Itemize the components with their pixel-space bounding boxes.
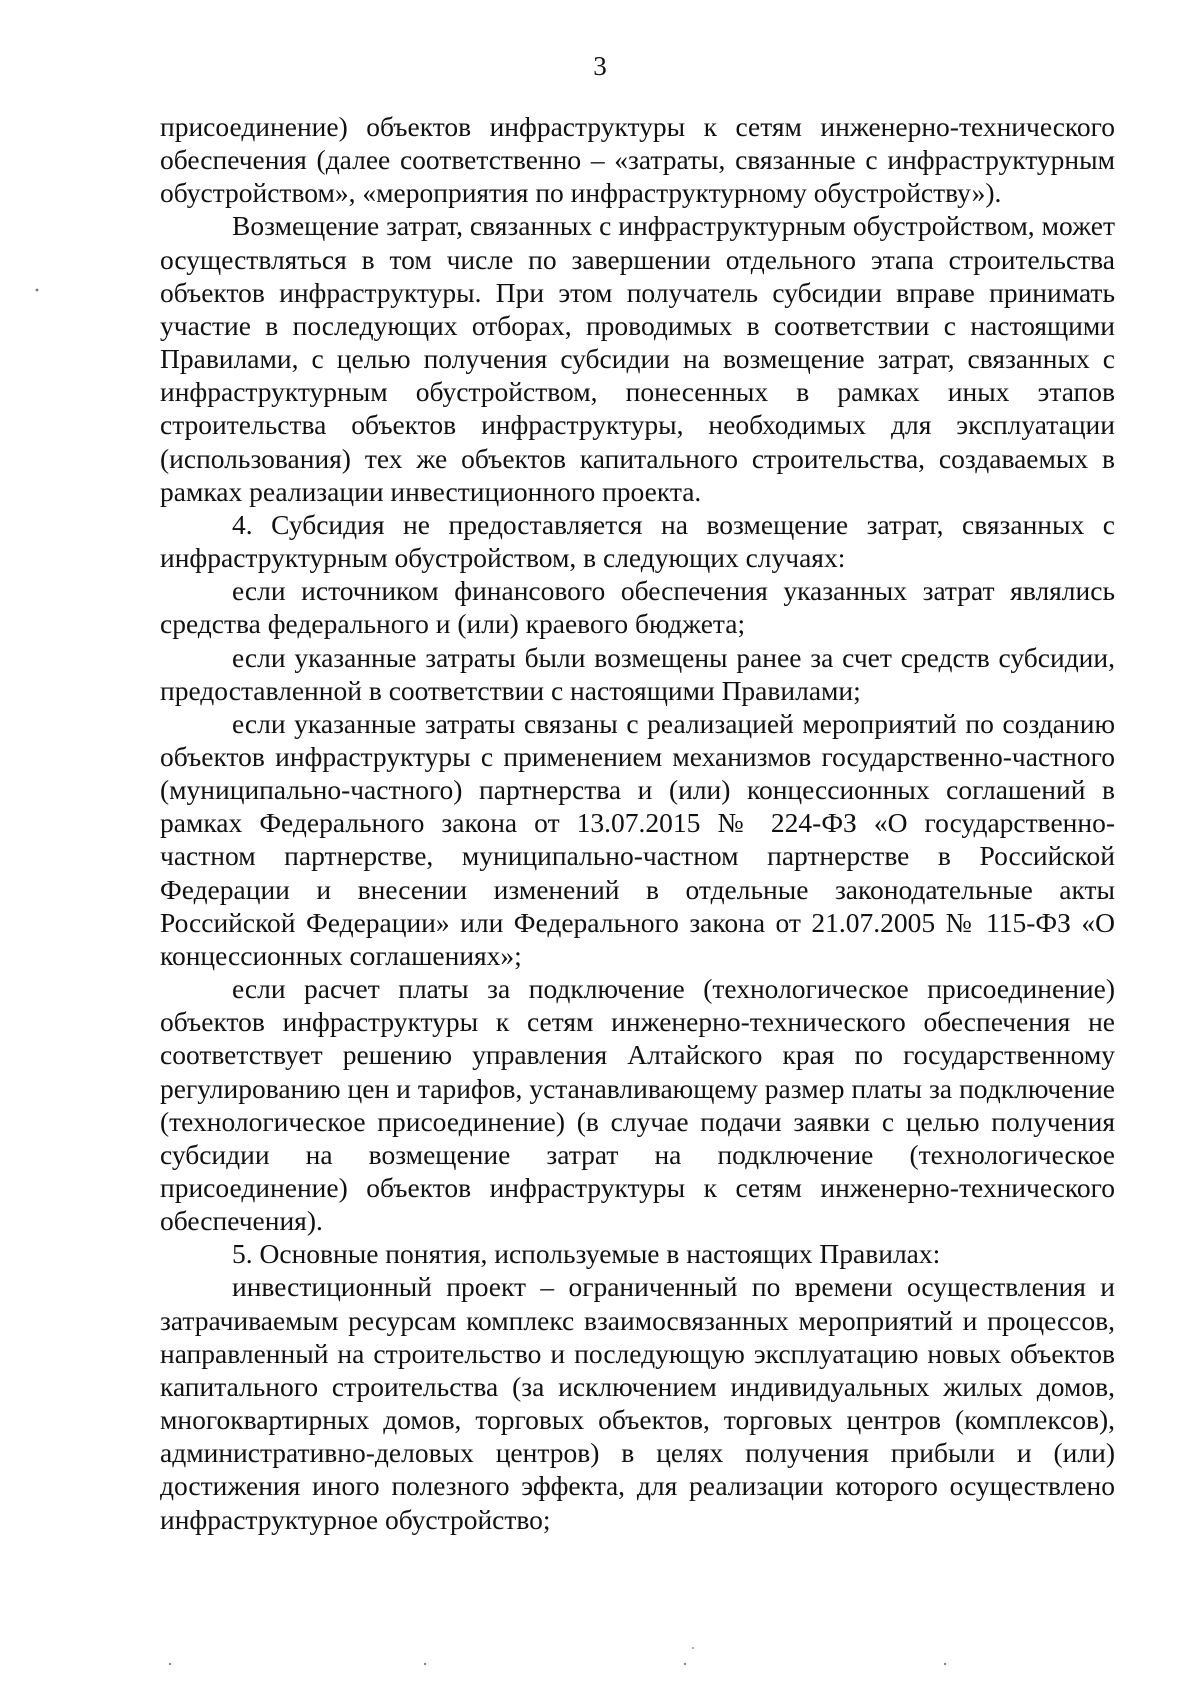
paragraph: 4. Субсидия не предоставляется на возмещение затрат, связанных с инфраструктурным обустройством, в следующих случаях: (160, 508, 1115, 574)
paragraph: Возмещение затрат, связанных с инфраструктурным обустройством, может осуществляться в том числе по завершении отдельного этапа строительства объектов инфраструктуры. При этом получатель субсидии вправе принимать участие в последующих отборах, проводимых в соответствии с настоящими Правилами, с целью получения субсидии на возмещение затрат, связанных с инфраструктурным обустройством, понесенных в рамках иных этапов строительства объектов инфраструктуры, необходимых для эксплуатации (использования) тех же объектов капитального строительства, создаваемых в рамках реализации инвестиционного проекта. (160, 210, 1115, 507)
paragraph: присоединение) объектов инфраструктуры к сетям инженерно-технического обеспечения (далее соответственно – «затраты, связанные с инфраструктурным обустройством», «мероприятия по инфраструктурному обустройству»). (160, 111, 1115, 209)
paragraph: инвестиционный проект – ограниченный по времени осуществления и затрачиваемым ресурсам комплекс взаимосвязанных мероприятий и процессов, направленный на строительство и последующую эксплуатацию новых объектов капитального строительства (за исключением индивидуальных жилых домов, многоквартирных домов, торговых объектов, торговых центров (комплексов), административно-деловых центров) в целях получения прибыли и (или) достижения иного полезного эффекта, для реализации которого осуществлено инфраструктурное обустройство; (160, 1271, 1115, 1535)
document-body (160, 110, 1115, 1536)
paragraph: если источником финансового обеспечения указанных затрат являлись средства федерального и (или) краевого бюджета; (160, 575, 1115, 640)
paragraph: если указанные затраты были возмещены ранее за счет средств субсидии, предоставленной в соответствии с настоящими Правилами; (160, 641, 1115, 706)
page-number: 3 (593, 51, 607, 81)
paragraph: если указанные затраты связаны с реализацией мероприятий по созданию объектов инфраструктуры с применением механизмов государственно-частного (муниципально-частного) партнерства и (или) концессионных соглашений в рамках Федерального закона от 13.07.2015 № 224-ФЗ «О государственно-частном партнерстве, муниципально-частном партнерстве в Российской Федерации и внесении изменений в отдельные законодательные акты Российской Федерации» или Федерального закона от 21.07.2005 № 115-ФЗ «О концессионных соглашениях»; (160, 707, 1115, 971)
paragraph: 5. Основные понятия, используемые в настоящих Правилах: (232, 1238, 941, 1270)
paragraph: если расчет платы за подключение (технологическое присоединение) объектов инфраструктуры к сетям инженерно-технического обеспечения не соответствует решению управления Алтайского края по государственному регулированию цен и тарифов, устанавливающему размер платы за подключение (технологическое присоединение) (в случае подачи заявки с целью получения субсидии на возмещение затрат на подключение (технологическое присоединение) объектов инфраструктуры к сетям инженерно-технического обеспечения). (160, 973, 1115, 1237)
